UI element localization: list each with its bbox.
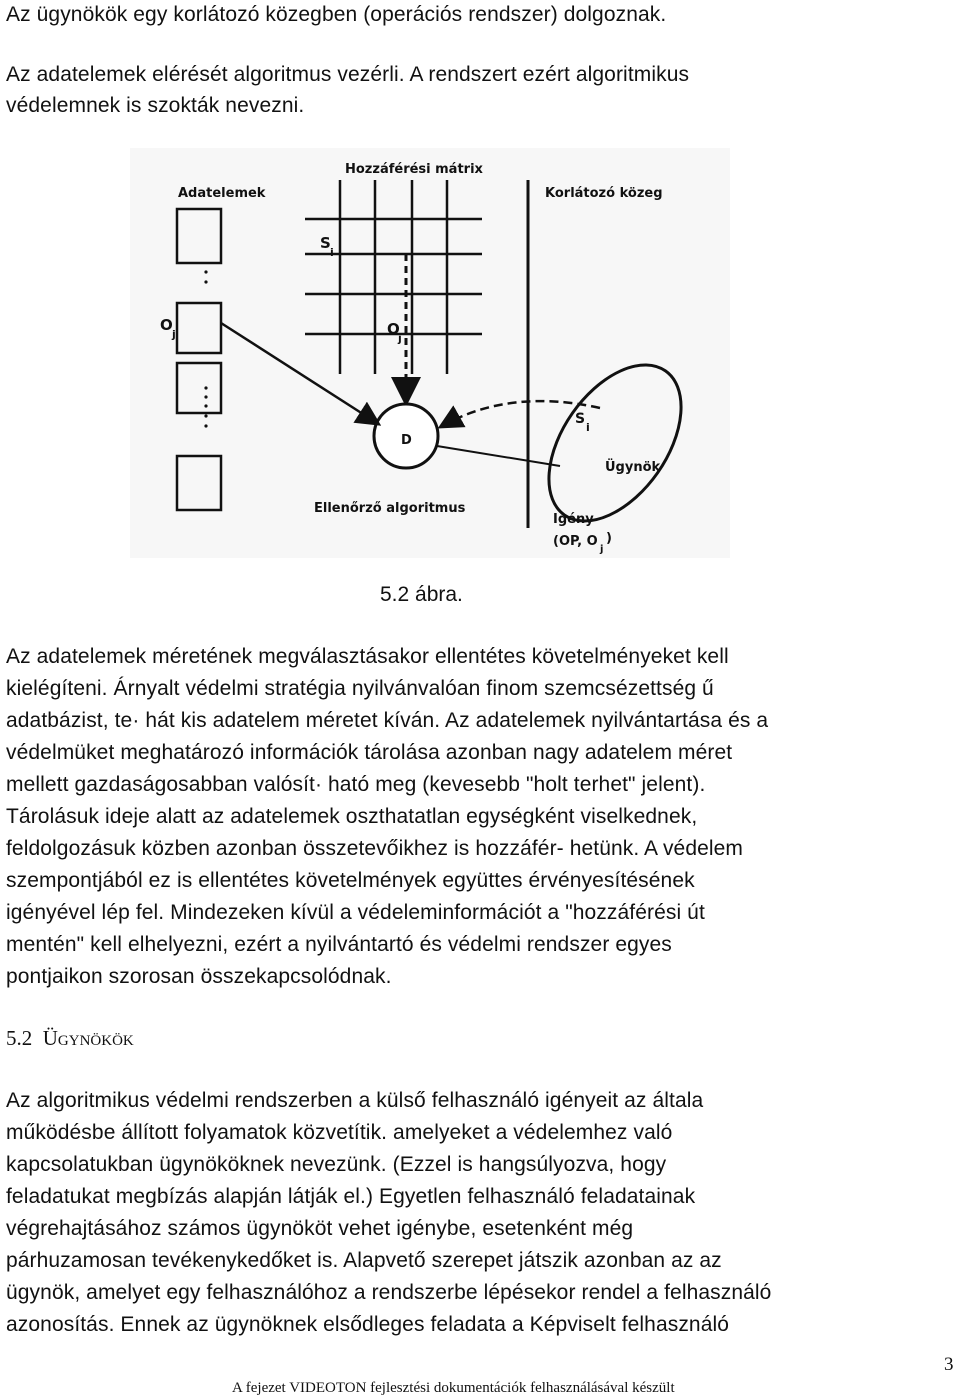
label-oj-left: O: [160, 316, 173, 334]
text-line: párhuzamosan tevékenykedőket is. Alapvető szerepet játszik azonban az az: [6, 1249, 722, 1272]
text-line: igényével lép fel. Mindezeken kívül a védeleminformációt a "hozzáférési út: [6, 901, 705, 924]
matrix-title: Hozzáférési mátrix: [345, 162, 483, 177]
matrix-grid: [305, 180, 482, 374]
text-line: Az ügynökök egy korlátozó közegben (operációs rendszer) dolgoznak.: [6, 3, 667, 26]
text-line: mentén" kell elhelyezni, ezért a nyilvántartó és védelmi rendszer egyes: [6, 933, 672, 956]
label-adatelemek: Adatelemek: [178, 186, 266, 201]
text-line: védelmüket meghatározó információk tárolása azonban nagy adatelem méret: [6, 741, 733, 764]
text-line: védelemnek is szokták nevezni.: [6, 94, 305, 117]
data-element-box: [177, 363, 221, 413]
section-title: Ügynökök: [42, 1026, 134, 1050]
text-line: ügynök, amelyet egy felhasználóhoz a rendszerbe lépésekor rendel a felhasználó: [6, 1281, 772, 1304]
text-line: adatbázist, te· hát kis adatelem méretet kíván. Az adatelemek nyilvántartása és a: [6, 709, 769, 732]
text-line: Az algoritmikus védelmi rendszerben a külső felhasználó igényeit az általa: [6, 1089, 704, 1112]
text-line: kapcsolatukban ügynököknek nevezünk. (Ezzel is hangsúlyozva, hogy: [6, 1153, 667, 1176]
text-line: Tárolásuk ideje alatt az adatelemek oszthatatlan egységként viselkednek,: [6, 805, 698, 828]
figure-drawing: [130, 148, 730, 558]
figure-caption: 5.2 ábra.: [380, 583, 463, 606]
label-op-oj-sub: j: [600, 544, 604, 555]
text-line: mellett gazdaságosabban valósít· ható meg (kevesebb "holt terhet" jelent).: [6, 773, 706, 796]
data-element-box: [177, 303, 221, 353]
label-d: D: [401, 433, 412, 448]
text-line: azonosítás. Ennek az ügynöknek elsődleges feladata a Képviselt felhasználó: [6, 1313, 730, 1336]
label-si-right-sub: i: [586, 421, 590, 434]
text-line: feladatukat megbízás alapján látják el.) Egyetlen felhasználó feladatainak: [6, 1185, 696, 1208]
line-agent-to-d: [437, 446, 560, 466]
label-ellenorzo: Ellenőrző algoritmus: [314, 501, 466, 516]
label-korlatozo: Korlátozó közeg: [545, 186, 663, 201]
text-line: Az adatelemek méretének megválasztásakor ellentétes követelményeket kell: [6, 645, 729, 668]
label-si-right: S: [575, 411, 586, 427]
text-line: Az adatelemek elérését algoritmus vezérli. A rendszert ezért algoritmikus: [6, 63, 690, 86]
data-element-box: [177, 456, 221, 510]
label-si-sub: i: [330, 246, 334, 259]
label-op-oj-close: ): [606, 531, 612, 546]
page-number: 3: [944, 1354, 954, 1375]
label-op-oj: (OP, O: [553, 534, 598, 549]
page-footer: A fejezet VIDEOTON fejlesztési dokumentációk felhasználásával készült: [232, 1380, 675, 1396]
label-si: S: [320, 234, 331, 252]
label-oj-mid-sub: j: [398, 332, 402, 345]
text-line: feldolgozásuk közben azonban összetevőikhez is hozzáfér- hetünk. A védelem: [6, 837, 744, 860]
arrow-oj-to-d: [221, 323, 377, 423]
label-igeny: Igény: [553, 512, 594, 527]
label-oj-left-sub: j: [172, 328, 176, 341]
text-line: működésbe állított folyamatok közvetítik. amelyeket a védelemhez való: [6, 1121, 673, 1144]
access-matrix-figure: [130, 148, 730, 558]
text-line: szempontjából ez is ellentétes követelmények együttes érvényesítésének: [6, 869, 695, 892]
ellipsis-dots: [204, 270, 207, 427]
text-line: pontjaikon szorosan összekapcsolódnak.: [6, 965, 392, 988]
section-heading: [6, 1026, 134, 1051]
agent-ellipse: [522, 341, 708, 545]
label-ugynok: Ügynök: [605, 460, 661, 475]
label-oj-mid: O: [387, 320, 400, 338]
text-line: végrehajtásához számos ügynököt vehet igénybe, esetenként még: [6, 1217, 634, 1240]
section-number: 5.2: [6, 1026, 33, 1050]
text-line: kielégíteni. Árnyalt védelmi stratégia nyilvánvalóan finom szemcsézettség ű: [6, 677, 714, 700]
data-element-box: [177, 209, 221, 263]
